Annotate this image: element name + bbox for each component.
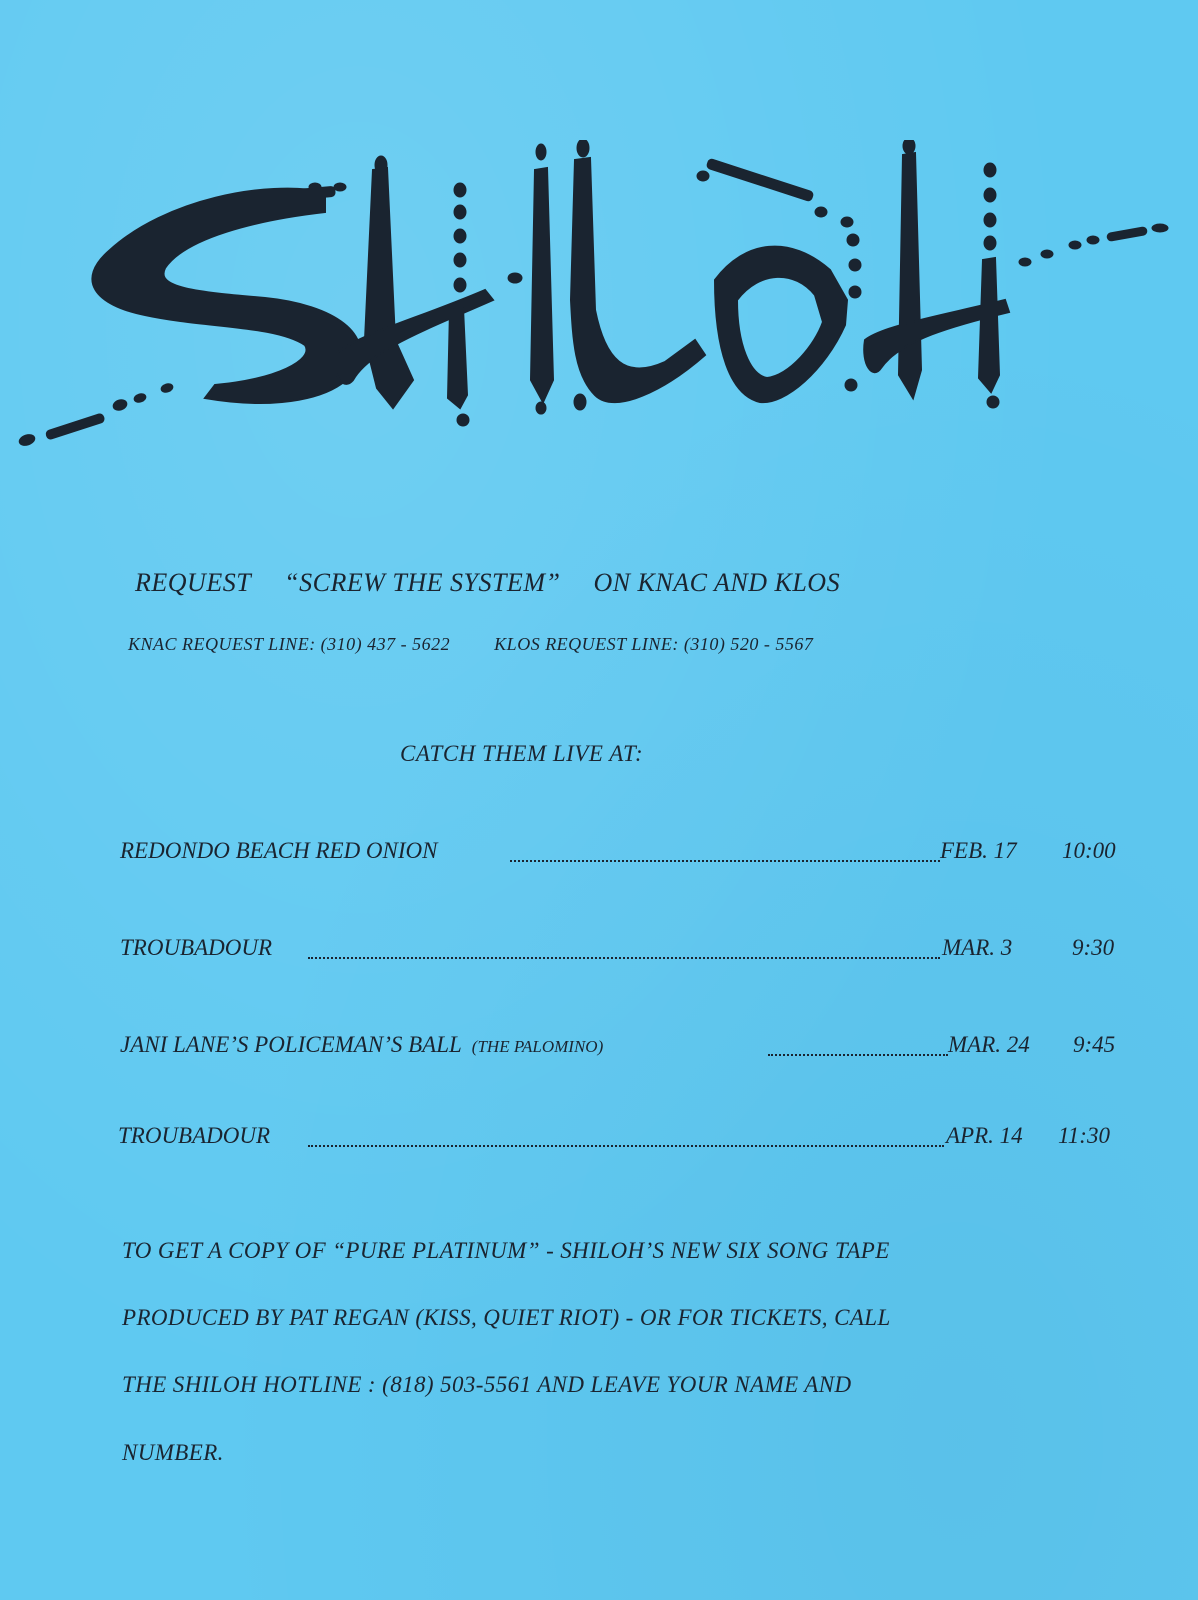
shiloh-logo (15, 140, 1185, 480)
song-title: “SCREW THE SYSTEM” (284, 568, 561, 597)
show-venue-note: (THE PALOMINO) (471, 1037, 604, 1056)
show-time: 11:30 (1058, 1123, 1110, 1148)
show-row (120, 1032, 1116, 1066)
info-line: PRODUCED BY PAT REGAN (KISS, QUIET RIOT) - OR FOR TICKETS, CALL (122, 1305, 891, 1330)
info-line: THE SHILOH HOTLINE : (818) 503-5561 AND LEAVE YOUR NAME AND (122, 1372, 852, 1397)
request-word: REQUEST (135, 568, 252, 597)
show-venue: TROUBADOUR (120, 935, 273, 960)
request-headline (135, 568, 866, 598)
show-row (118, 1123, 1110, 1157)
stations: ON KNAC AND KLOS (593, 568, 841, 597)
show-date: MAR. 3 (942, 935, 1013, 960)
dot-leader (510, 856, 940, 862)
request-lines (128, 634, 813, 655)
klos-request-line: KLOS REQUEST LINE: (310) 520 - 5567 (494, 634, 814, 654)
show-row (120, 838, 1116, 872)
show-row (120, 935, 1115, 969)
show-time: 9:30 (1072, 935, 1115, 960)
knac-request-line: KNAC REQUEST LINE: (310) 437 - 5622 (128, 634, 451, 654)
dot-leader (768, 1050, 948, 1056)
show-time: 9:45 (1073, 1032, 1116, 1057)
shiloh-logo-graphic (15, 140, 1185, 480)
info-line: TO GET A COPY OF “PURE PLATINUM” - SHILOH’S NEW SIX SONG TAPE (122, 1238, 890, 1263)
show-time: 10:00 (1062, 838, 1116, 863)
show-venue: REDONDO BEACH RED ONION (120, 838, 438, 863)
dot-leader (308, 1141, 944, 1147)
show-date: FEB. 17 (940, 838, 1017, 863)
dot-leader (308, 953, 940, 959)
show-venue: JANI LANE’S POLICEMAN’S BALL (THE PALOMINO) (120, 1032, 604, 1057)
catch-heading: CATCH THEM LIVE AT: (400, 741, 644, 766)
show-date: MAR. 24 (948, 1032, 1030, 1057)
show-venue: TROUBADOUR (118, 1123, 271, 1148)
show-date: APR. 14 (946, 1123, 1023, 1148)
info-line: NUMBER. (122, 1440, 224, 1465)
